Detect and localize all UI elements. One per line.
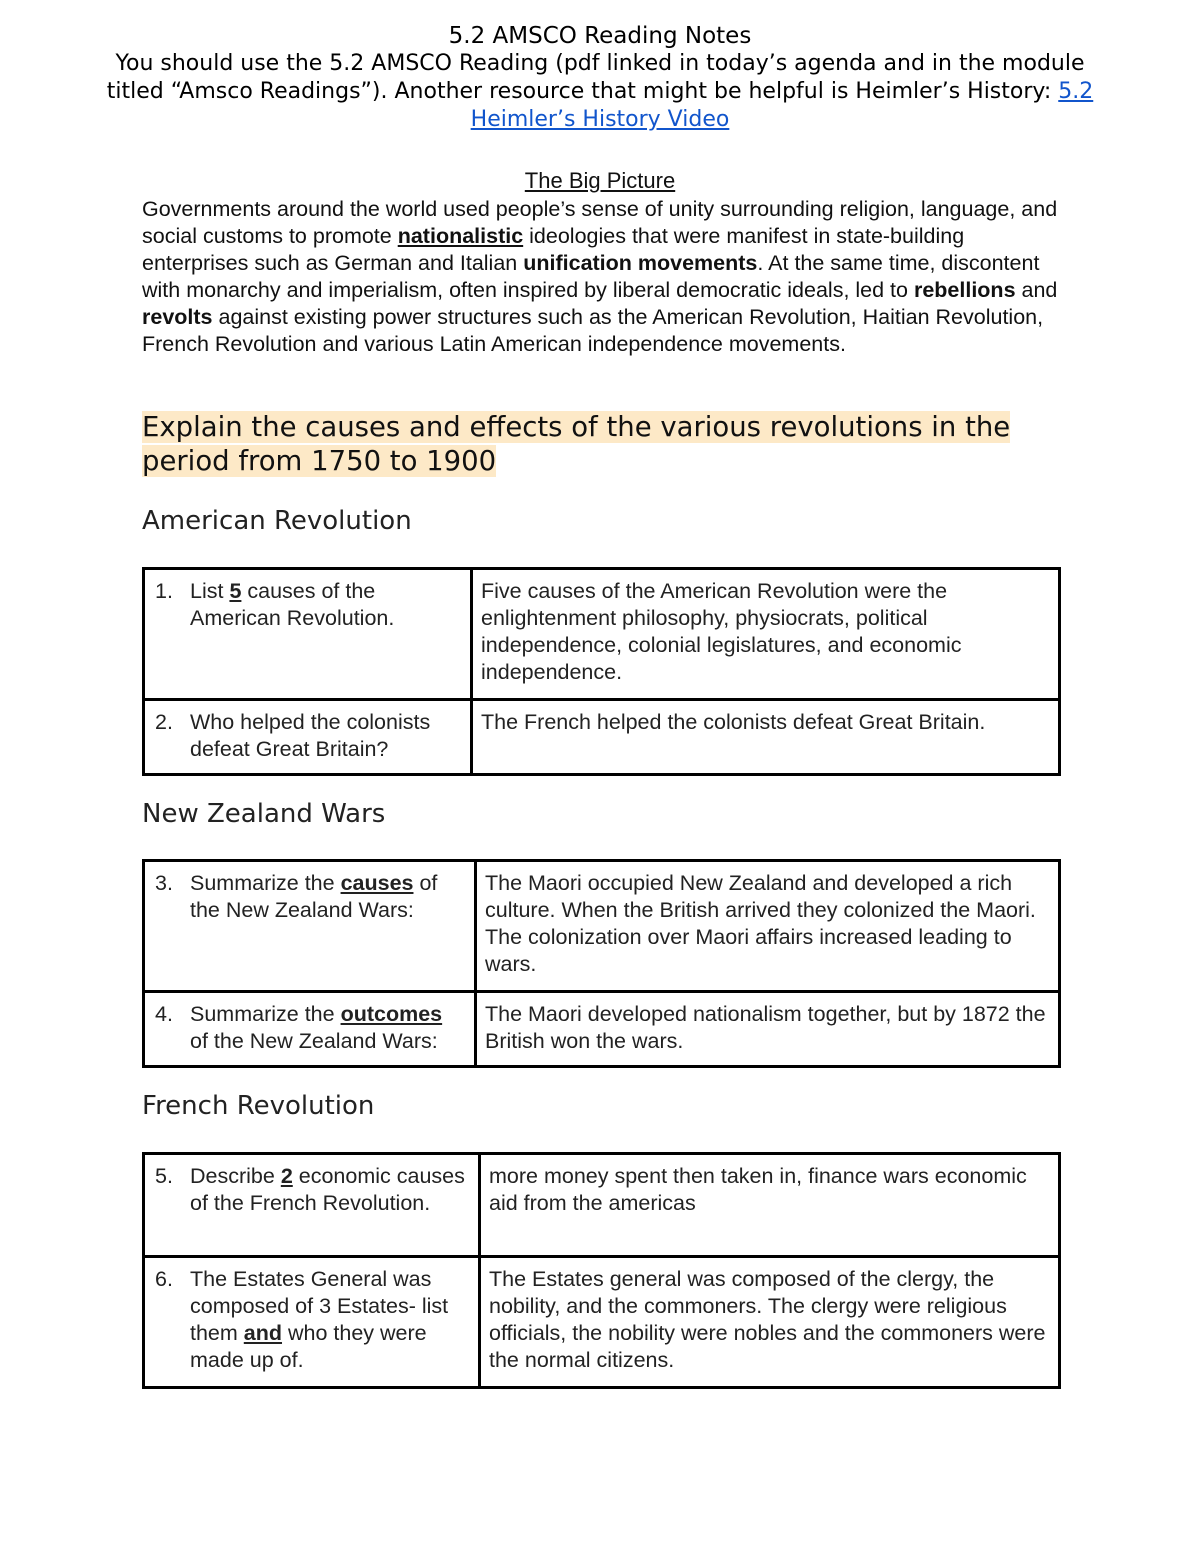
question-text: of the New Zealand Wars: xyxy=(190,1029,438,1053)
bp-text-2: ideologies that were manifest in state-building enterprises such as German and Italian xyxy=(142,224,965,275)
answer-cell[interactable]: The French helped the colonists defeat Great Britain. xyxy=(472,700,1060,775)
section-title-american-revolution: American Revolution xyxy=(142,506,412,536)
heimler-video-link[interactable]: 5.2 Heimler’s History Video xyxy=(470,79,1094,132)
bp-bold-nationalistic: nationalistic xyxy=(397,224,524,248)
question-text: causes of the American Revolution. xyxy=(190,579,395,630)
table-row xyxy=(144,700,1060,775)
question-text: List xyxy=(190,579,230,603)
bp-bold-rebellions: rebellions xyxy=(913,278,1016,302)
instructions-text: You should use the 5.2 AMSCO Reading (pdf linked in today’s agenda and in the module titled “Amsco Readings”). Another resource that might be helpful is Heimler’s History: xyxy=(106,51,1085,104)
question-text: The Estates General was composed of 3 Estates- list them xyxy=(190,1267,449,1345)
question-emphasis: outcomes xyxy=(340,1002,443,1026)
table-row xyxy=(144,992,1060,1067)
document-header xyxy=(100,22,1100,134)
question-emphasis: 5 xyxy=(229,579,242,603)
question-number: 5. xyxy=(155,1164,173,1188)
question-cell xyxy=(144,861,476,992)
table-row xyxy=(144,861,1060,992)
american-revolution-table xyxy=(142,567,1061,776)
question-text: economic causes of the French Revolution. xyxy=(190,1164,465,1215)
answer-cell[interactable]: The Estates general was composed of the clergy, the nobility, and the commoners. The clergy were religious officials, the nobility were nobles and the commoners were the normal citizens. xyxy=(480,1257,1060,1388)
answer-cell[interactable]: more money spent then taken in, finance wars economic aid from the americas xyxy=(480,1154,1060,1257)
question-text: Who helped the colonists defeat Great Britain? xyxy=(190,710,431,761)
question-number: 1. xyxy=(155,579,173,603)
bp-text-5: against existing power structures such as the American Revolution, Haitian Revolution, French Revolution and various Latin American independence movements. xyxy=(142,305,1044,356)
bp-text-3: . At the same time, discontent with monarchy and imperialism, often inspired by liberal democratic ideals, led to xyxy=(142,251,1040,302)
section-title-new-zealand-wars: New Zealand Wars xyxy=(142,799,386,829)
question-number: 6. xyxy=(155,1267,173,1291)
new-zealand-wars-table xyxy=(142,859,1061,1068)
question-emphasis: causes xyxy=(340,871,414,895)
question-number: 2. xyxy=(155,710,173,734)
question-cell xyxy=(144,1257,480,1388)
prompt-heading xyxy=(142,410,1072,478)
big-picture-paragraph xyxy=(142,196,1062,358)
question-number: 3. xyxy=(155,871,173,895)
french-revolution-table xyxy=(142,1152,1061,1389)
prompt-text: Explain the causes and effects of the various revolutions in the period from 1750 to 1900 xyxy=(142,411,1011,477)
question-text: of the New Zealand Wars: xyxy=(190,871,438,922)
answer-cell[interactable]: The Maori occupied New Zealand and developed a rich culture. When the British arrived they colonized the Maori. The colonization over Maori affairs increased leading to wars. xyxy=(476,861,1060,992)
question-text: Summarize the xyxy=(190,1002,341,1026)
table-row xyxy=(144,1154,1060,1257)
question-cell xyxy=(144,569,472,700)
question-number: 4. xyxy=(155,1002,173,1026)
question-text: who they were made up of. xyxy=(190,1321,427,1372)
table-row xyxy=(144,569,1060,700)
question-text: Describe xyxy=(190,1164,281,1188)
question-cell xyxy=(144,1154,480,1257)
table-row xyxy=(144,1257,1060,1388)
question-emphasis: and xyxy=(243,1321,283,1345)
answer-cell[interactable]: The Maori developed nationalism together, but by 1872 the British won the wars. xyxy=(476,992,1060,1067)
section-title-french-revolution: French Revolution xyxy=(142,1091,375,1121)
question-cell xyxy=(144,992,476,1067)
question-emphasis: 2 xyxy=(280,1164,293,1188)
bp-text-1: Governments around the world used people’s sense of unity surrounding religion, language, and social customs to promote xyxy=(142,197,1058,248)
question-cell xyxy=(144,700,472,775)
instructions xyxy=(100,50,1100,134)
page-title: 5.2 AMSCO Reading Notes xyxy=(448,23,752,49)
answer-cell[interactable]: Five causes of the American Revolution were the enlightenment philosophy, physiocrats, political independence, colonial legislatures, and economic independence. xyxy=(472,569,1060,700)
question-text: Summarize the xyxy=(190,871,341,895)
big-picture-heading: The Big Picture xyxy=(524,168,676,193)
bp-bold-unification: unification movements xyxy=(523,251,758,275)
bp-text-4: and xyxy=(1015,278,1058,302)
bp-bold-revolts: revolts xyxy=(142,305,213,329)
